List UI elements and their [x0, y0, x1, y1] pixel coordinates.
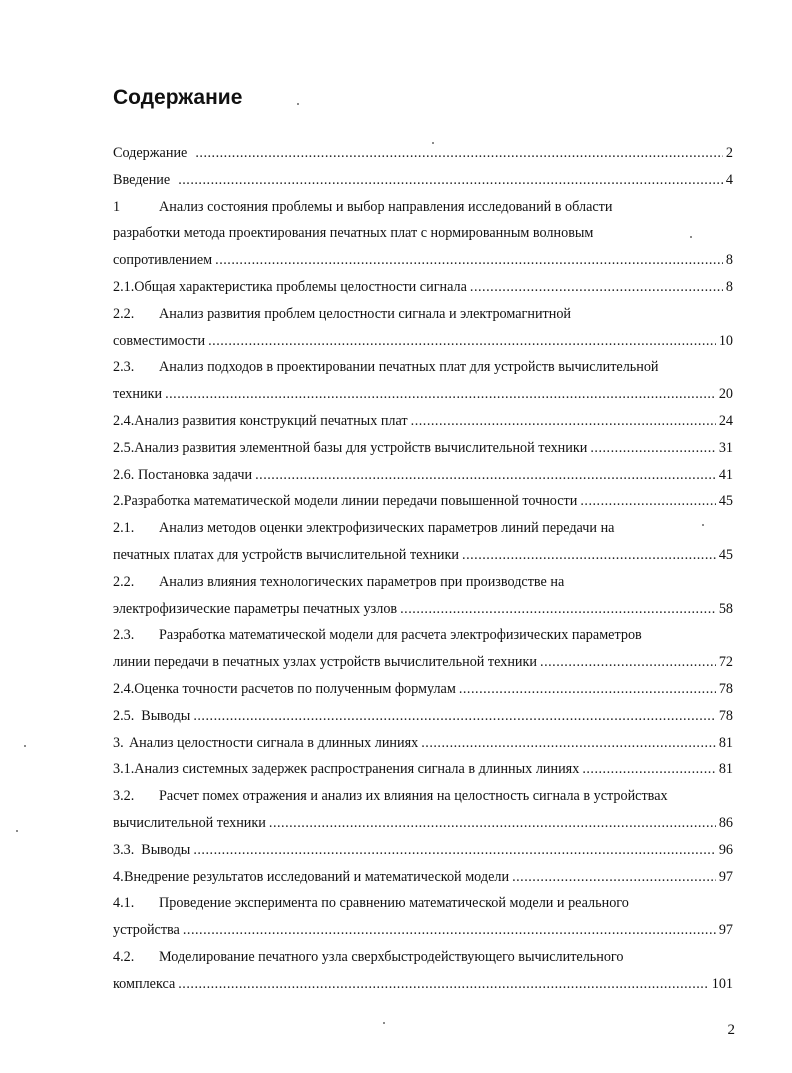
toc-entry-number: 2.6. [113, 466, 135, 483]
leader-dots [195, 140, 723, 167]
toc-entry-number: 2.1. [113, 278, 135, 295]
toc-entry-line [113, 328, 733, 355]
toc-entry[interactable] [113, 676, 733, 703]
toc-entry-title: Оценка точности расчетов по полученным формулам [134, 680, 456, 697]
toc-entry-title: Постановка задачи [137, 466, 253, 483]
leader-dots [178, 971, 708, 998]
toc-entry-number: 3. [113, 734, 124, 751]
leader-dots [165, 381, 716, 408]
scan-speck [16, 830, 18, 832]
toc-entry-page: 81 [718, 761, 733, 778]
toc-entry-number: 4.2. [113, 948, 135, 965]
toc-entry-title: Анализ состояния проблемы и выбор направления исследований в области [159, 198, 613, 215]
toc-entry[interactable] [113, 408, 733, 435]
leader-dots [421, 730, 716, 757]
toc-entry-line [113, 622, 733, 649]
leader-dots [590, 435, 715, 462]
toc-entry-title: сопротивлением [113, 252, 213, 269]
toc-entry-page: 81 [718, 734, 733, 751]
leader-dots [400, 596, 716, 623]
toc-entry-page: 8 [725, 252, 733, 269]
toc-entry-line [113, 676, 733, 703]
toc-entry-number: 3.1. [113, 761, 135, 778]
toc-entry[interactable] [113, 515, 733, 569]
toc-entry-title: Внедрение результатов исследований и математической модели [124, 868, 510, 885]
toc-entry-number: 2.3. [113, 627, 135, 644]
toc-entry-line [113, 783, 733, 810]
toc-entry-number: 2.4. [113, 680, 135, 697]
toc-entry-title: Моделирование печатного узла сверхбыстродействующего вычислительного [159, 948, 624, 965]
leader-dots [411, 408, 716, 435]
leader-dots [193, 703, 715, 730]
toc-entry-title: электрофизические параметры печатных узлов [113, 600, 398, 617]
toc-entry[interactable] [113, 488, 733, 515]
toc-entry-page: 31 [718, 439, 733, 456]
toc-entry-title: Выводы [141, 841, 191, 858]
scan-speck [383, 1022, 385, 1024]
toc-entry-line [113, 247, 733, 274]
toc-entry-title: Расчет помех отражения и анализ их влияния на целостность сигнала в устройствах [159, 788, 668, 805]
toc-entry-line [113, 542, 733, 569]
toc-entry[interactable] [113, 890, 733, 944]
toc-entry-number: 2. [113, 493, 124, 510]
scan-speck [702, 524, 704, 526]
toc-entry-page: 4 [725, 171, 733, 188]
toc-entry-number: 2.4. [113, 412, 135, 429]
toc-entry-page: 78 [718, 680, 733, 697]
toc-entry-page: 72 [718, 654, 733, 671]
toc-entry-title: Содержание [113, 145, 188, 161]
toc-entry-title: вычислительной техники [113, 814, 266, 831]
toc-entry-number: 2.2. [113, 573, 135, 590]
scan-speck [690, 236, 692, 238]
toc-entry-number: 4. [113, 868, 124, 885]
toc-entry-line [113, 274, 733, 301]
toc-entry-title: печатных платах для устройств вычислительной техники [113, 546, 460, 563]
toc-entry-title: Проведение эксперимента по сравнению математической модели и реального [159, 895, 629, 912]
toc-entry-title: линии передачи в печатных узлах устройств вычислительной техники [113, 654, 538, 671]
toc-entry-line [113, 810, 733, 837]
toc-entry-page: 58 [718, 600, 733, 617]
leader-dots [183, 917, 716, 944]
toc-entry-title: совместимости [113, 332, 206, 349]
toc-entry-number: 3.2. [113, 788, 135, 805]
toc-entry[interactable] [113, 703, 733, 730]
toc-entry-title: Анализ подходов в проектировании печатных плат для устройств вычислительной [159, 359, 659, 376]
toc-entry-title: Анализ развития проблем целостности сигнала и электромагнитной [159, 305, 572, 322]
toc-entry-line [113, 354, 733, 381]
scan-speck [24, 745, 26, 747]
toc-entry-number: 2.5. [113, 439, 135, 456]
leader-dots [215, 247, 723, 274]
toc-entry-number: 2.2. [113, 305, 135, 322]
toc-entry-line [113, 596, 733, 623]
toc-entry-line [113, 515, 733, 542]
toc-entry-page: 24 [718, 412, 733, 429]
toc-entry-line [113, 649, 733, 676]
leader-dots [470, 274, 723, 301]
toc-entry-title: Разработка математической модели линии передачи повышенной точности [123, 493, 578, 510]
toc-entry-page: 97 [718, 922, 733, 939]
toc-entry[interactable] [113, 140, 733, 167]
toc-entry-number: 2.5. [113, 707, 135, 724]
toc-entry-line [113, 167, 733, 194]
toc-entry-page: 41 [718, 466, 733, 483]
toc-entry[interactable] [113, 194, 733, 274]
toc-entry[interactable] [113, 301, 733, 355]
toc-entry[interactable] [113, 435, 733, 462]
toc-entry[interactable] [113, 354, 733, 408]
toc-entry-line [113, 488, 733, 515]
toc-entry-line [113, 890, 733, 917]
toc-entry-line [113, 462, 733, 489]
toc-entry[interactable] [113, 167, 733, 194]
toc-entry-title: разработки метода проектирования печатных плат с нормированным волновым [113, 225, 594, 242]
toc-entry[interactable] [113, 837, 733, 864]
toc-entry-page: 101 [711, 975, 733, 992]
toc-entry[interactable] [113, 622, 733, 676]
leader-dots [462, 542, 716, 569]
scan-speck [297, 103, 299, 105]
toc-entry-title: Введение [113, 171, 171, 188]
toc-entry-line [113, 971, 733, 998]
page-number: 2 [727, 1022, 735, 1038]
toc-entry-line [113, 435, 733, 462]
toc-entry-page: 45 [718, 546, 733, 563]
toc-entry-line [113, 944, 733, 971]
toc-entry-line [113, 864, 733, 891]
table-of-contents [113, 140, 733, 998]
toc-entry-line [113, 220, 733, 247]
leader-dots [459, 676, 716, 703]
leader-dots [269, 810, 716, 837]
toc-entry-title: Анализ развития элементной базы для устройств вычислительной техники [134, 439, 588, 456]
toc-entry-line [113, 194, 733, 221]
toc-entry-title: Анализ развития конструкций печатных плат [134, 412, 408, 429]
toc-entry-line [113, 408, 733, 435]
toc-entry-title: Разработка математической модели для расчета электрофизических параметров [159, 627, 642, 644]
toc-entry-title: Анализ целостности сигнала в длинных линиях [128, 734, 419, 751]
toc-entry-line [113, 569, 733, 596]
toc-entry[interactable] [113, 783, 733, 837]
toc-entry-line [113, 381, 733, 408]
toc-entry[interactable] [113, 864, 733, 891]
toc-entry-page: 45 [718, 493, 733, 510]
toc-entry-line [113, 703, 733, 730]
toc-entry-page: 78 [718, 707, 733, 724]
toc-entry-number: 2.3. [113, 359, 135, 376]
toc-entry-page: 2 [725, 145, 733, 161]
leader-dots [193, 837, 715, 864]
leader-dots [540, 649, 716, 676]
toc-entry-page: 20 [718, 386, 733, 403]
toc-entry-line [113, 301, 733, 328]
toc-entry[interactable] [113, 569, 733, 623]
toc-entry-number: 3.3. [113, 841, 135, 858]
toc-entry-number: 1 [113, 198, 121, 215]
scan-speck [432, 142, 434, 144]
leader-dots [255, 462, 716, 489]
toc-entry-line [113, 140, 733, 167]
toc-entry[interactable] [113, 730, 733, 757]
toc-entry-title: Анализ методов оценки электрофизических параметров линий передачи на [159, 520, 615, 537]
toc-entry-number: 4.1. [113, 895, 135, 912]
toc-entry-page: 96 [718, 841, 733, 858]
toc-entry-line [113, 730, 733, 757]
toc-entry-page: 97 [718, 868, 733, 885]
toc-entry-title: устройства [113, 922, 180, 939]
toc-entry[interactable] [113, 944, 733, 998]
leader-dots [178, 167, 723, 194]
toc-entry-title: Общая характеристика проблемы целостности сигнала [134, 278, 467, 295]
toc-entry[interactable] [113, 756, 733, 783]
leader-dots [582, 756, 716, 783]
toc-entry-line [113, 917, 733, 944]
page-title: Содержание [113, 86, 243, 109]
toc-entry-number: 2.1. [113, 520, 135, 537]
toc-entry[interactable] [113, 462, 733, 489]
toc-entry-page: 8 [725, 278, 733, 295]
leader-dots [580, 488, 715, 515]
toc-entry-line [113, 756, 733, 783]
leader-dots [512, 864, 716, 891]
toc-entry-title: техники [113, 386, 163, 403]
toc-entry-title: комплекса [113, 975, 176, 992]
toc-entry-title: Анализ системных задержек распространения сигнала в длинных линиях [134, 761, 580, 778]
toc-entry-page: 86 [718, 814, 733, 831]
toc-entry[interactable] [113, 274, 733, 301]
leader-dots [208, 328, 716, 355]
toc-entry-page: 10 [718, 332, 733, 349]
toc-entry-line [113, 837, 733, 864]
toc-entry-title: Анализ влияния технологических параметров при производстве на [159, 573, 565, 590]
toc-entry-title: Выводы [141, 707, 191, 724]
